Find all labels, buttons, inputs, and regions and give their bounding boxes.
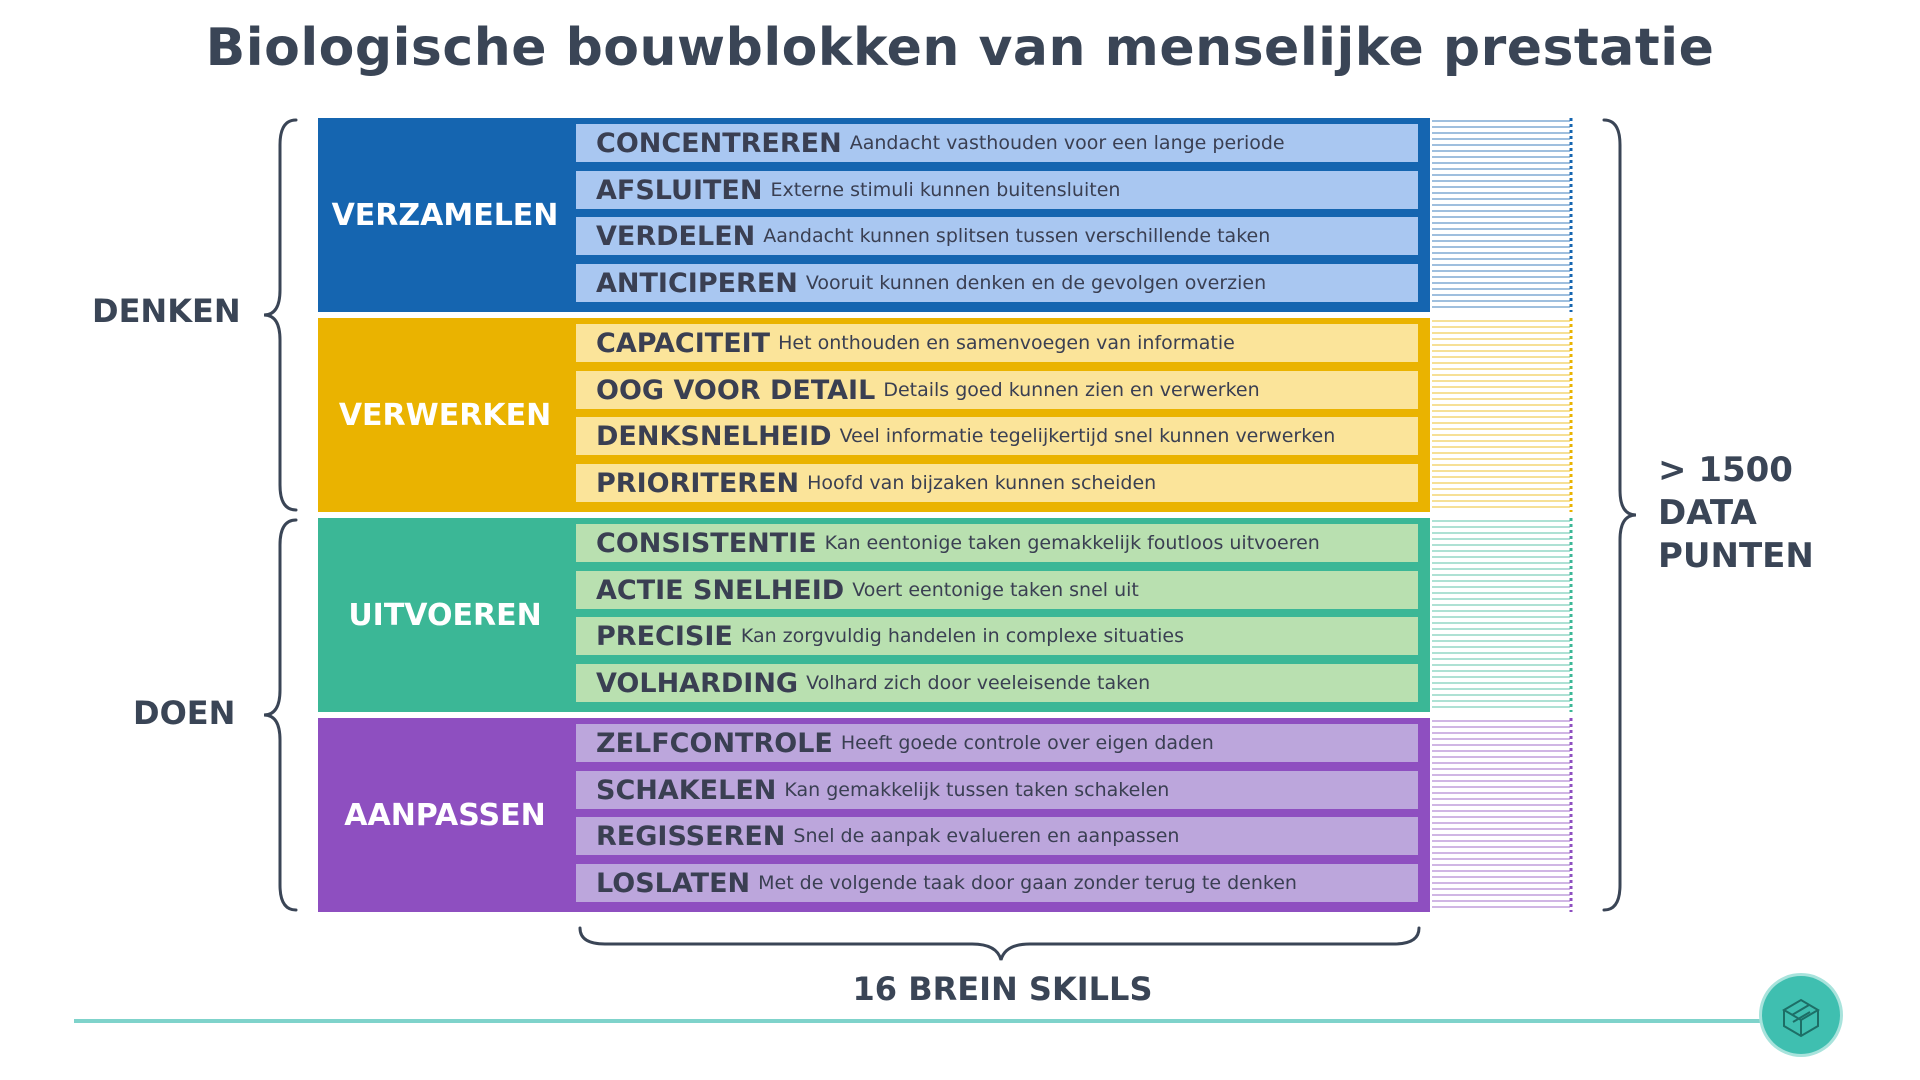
skill-group-verzamelen xyxy=(318,118,1430,312)
skill-name: VOLHARDING xyxy=(596,667,799,699)
skill-name: CAPACITEIT xyxy=(596,327,771,359)
skill-row xyxy=(576,264,1418,302)
skill-description: Kan eentonige taken gemakkelijk foutloos uitvoeren xyxy=(824,532,1320,554)
skill-name: AFSLUITEN xyxy=(596,174,763,206)
skill-row xyxy=(576,771,1418,809)
skill-row xyxy=(576,817,1418,855)
skill-row xyxy=(576,864,1418,902)
skill-name: REGISSEREN xyxy=(596,820,786,852)
footer-label: 16 BREIN SKILLS xyxy=(852,970,1153,1008)
skill-row xyxy=(576,664,1418,702)
skill-name: ZELFCONTROLE xyxy=(596,727,833,759)
logo-icon xyxy=(1762,976,1840,1054)
label-doen: DOEN xyxy=(133,694,236,732)
skill-row xyxy=(576,217,1418,255)
group-label: AANPASSEN xyxy=(344,797,546,833)
skill-row xyxy=(576,324,1418,362)
skill-name: PRIORITEREN xyxy=(596,467,800,499)
skill-group-verwerken xyxy=(318,318,1430,512)
skill-description: Details goed kunnen zien en verwerken xyxy=(883,379,1260,401)
group-label: VERWERKEN xyxy=(338,397,552,433)
skill-row xyxy=(576,464,1418,502)
skill-description: Voert eentonige taken snel uit xyxy=(852,579,1139,601)
brace-denken xyxy=(264,120,296,510)
skill-row xyxy=(576,371,1418,409)
data-points-stripes xyxy=(1432,121,1570,907)
group-label: UITVOEREN xyxy=(348,597,542,633)
skill-row xyxy=(576,417,1418,455)
skill-name: PRECISIE xyxy=(596,620,733,652)
label-denken: DENKEN xyxy=(92,292,241,330)
skill-row xyxy=(576,124,1418,162)
skill-description: Het onthouden en samenvoegen van informatie xyxy=(778,332,1235,354)
skill-name: VERDELEN xyxy=(596,220,756,252)
skill-description: Met de volgende taak door gaan zonder terug te denken xyxy=(758,872,1297,894)
skill-description: Vooruit kunnen denken en de gevolgen overzien xyxy=(805,272,1267,294)
group-label: VERZAMELEN xyxy=(331,197,559,233)
skill-name: CONCENTREREN xyxy=(596,127,842,159)
skill-name: OOG VOOR DETAIL xyxy=(596,374,876,406)
skill-row xyxy=(576,171,1418,209)
skill-group-aanpassen xyxy=(318,718,1430,912)
skill-description: Veel informatie tegelijkertijd snel kunnen verwerken xyxy=(839,425,1336,447)
page-title: Biologische bouwblokken van menselijke prestatie xyxy=(205,18,1715,78)
skill-row xyxy=(576,524,1418,562)
skill-name: CONSISTENTIE xyxy=(596,527,817,559)
skill-description: Kan gemakkelijk tussen taken schakelen xyxy=(784,779,1170,801)
skill-name: SCHAKELEN xyxy=(596,774,777,806)
skill-name: ANTICIPEREN xyxy=(596,267,798,299)
skill-description: Kan zorgvuldig handelen in complexe situaties xyxy=(740,625,1184,647)
skill-description: Aandacht kunnen splitsen tussen verschillende taken xyxy=(763,225,1271,247)
skill-group-uitvoeren xyxy=(318,518,1430,712)
skill-name: DENKSNELHEID xyxy=(596,420,832,452)
skill-description: Externe stimuli kunnen buitensluiten xyxy=(770,179,1121,201)
skill-name: LOSLATEN xyxy=(596,867,751,899)
bottom-divider-line xyxy=(74,1019,1774,1023)
brace-doen xyxy=(264,520,296,910)
skill-description: Volhard zich door veeleisende taken xyxy=(806,672,1151,694)
skill-row xyxy=(576,571,1418,609)
brace-datapunten xyxy=(1604,120,1636,910)
skill-row xyxy=(576,617,1418,655)
skill-description: Aandacht vasthouden voor een lange periode xyxy=(849,132,1285,154)
skill-description: Hoofd van bijzaken kunnen scheiden xyxy=(807,472,1157,494)
brain-cube-icon xyxy=(1762,976,1840,1054)
label-data-points: > 1500 DATA PUNTEN xyxy=(1658,450,1814,576)
skill-description: Heeft goede controle over eigen daden xyxy=(840,732,1214,754)
skill-name: ACTIE SNELHEID xyxy=(596,574,845,606)
brace-skills xyxy=(580,928,1419,960)
skill-description: Snel de aanpak evalueren en aanpassen xyxy=(793,825,1180,847)
skill-row xyxy=(576,724,1418,762)
